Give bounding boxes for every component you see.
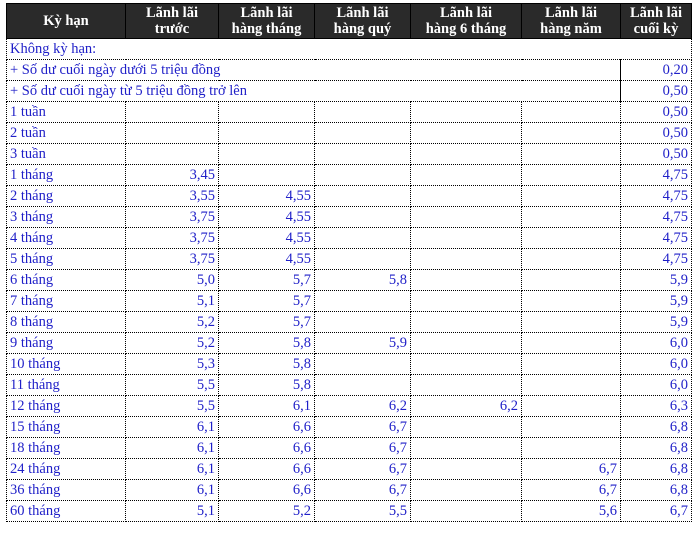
rate-cell-prepaid — [126, 123, 219, 144]
table-row — [7, 375, 692, 396]
rate-cell-semiannual — [411, 459, 522, 480]
term-cell: 10 tháng — [7, 354, 126, 375]
rate-cell-prepaid: 3,75 — [126, 207, 219, 228]
rate-cell-quarterly: 6,7 — [315, 459, 411, 480]
table-row — [7, 270, 692, 291]
table-row — [7, 501, 692, 522]
rate-cell-quarterly — [315, 144, 411, 165]
rate-cell-monthly: 6,6 — [219, 417, 315, 438]
rate-cell-annual — [522, 123, 621, 144]
rate-cell-quarterly — [315, 186, 411, 207]
term-cell: 6 tháng — [7, 270, 126, 291]
rate-cell-semiannual: 6,2 — [411, 396, 522, 417]
rate-cell-monthly — [219, 165, 315, 186]
demand-label: + Số dư cuối ngày dưới 5 triệu đồng — [7, 60, 621, 81]
rate-cell-annual: 6,7 — [522, 459, 621, 480]
rate-cell-monthly: 6,6 — [219, 459, 315, 480]
rate-cell-prepaid: 3,75 — [126, 249, 219, 270]
term-cell: 24 tháng — [7, 459, 126, 480]
rate-cell-quarterly: 6,2 — [315, 396, 411, 417]
rate-cell-prepaid: 5,2 — [126, 333, 219, 354]
rate-cell-semiannual — [411, 333, 522, 354]
demand-rate: 0,50 — [621, 81, 692, 102]
rate-cell-prepaid: 5,5 — [126, 396, 219, 417]
rate-cell-annual — [522, 291, 621, 312]
rate-cell-end-of-term: 6,8 — [621, 459, 692, 480]
rate-cell-end-of-term: 4,75 — [621, 186, 692, 207]
rate-cell-semiannual — [411, 249, 522, 270]
rate-cell-prepaid: 5,0 — [126, 270, 219, 291]
header-annual: Lãnh lãi hàng năm — [522, 4, 621, 39]
demand-rate: 0,20 — [621, 60, 692, 81]
rate-cell-annual — [522, 396, 621, 417]
rate-cell-monthly: 4,55 — [219, 249, 315, 270]
rate-cell-quarterly — [315, 102, 411, 123]
table-row — [7, 165, 692, 186]
rate-cell-monthly: 5,7 — [219, 270, 315, 291]
rate-cell-annual — [522, 144, 621, 165]
header-row — [7, 4, 692, 39]
rate-cell-annual — [522, 186, 621, 207]
rate-cell-quarterly — [315, 375, 411, 396]
table-row — [7, 438, 692, 459]
rate-cell-quarterly — [315, 291, 411, 312]
rate-cell-end-of-term: 6,8 — [621, 438, 692, 459]
term-cell: 60 tháng — [7, 501, 126, 522]
term-cell: 1 tuần — [7, 102, 126, 123]
rate-cell-prepaid: 5,2 — [126, 312, 219, 333]
rate-cell-end-of-term: 4,75 — [621, 207, 692, 228]
rate-cell-end-of-term: 5,9 — [621, 291, 692, 312]
term-cell: 1 tháng — [7, 165, 126, 186]
rate-cell-annual — [522, 417, 621, 438]
table-row — [7, 459, 692, 480]
rate-cell-monthly: 6,1 — [219, 396, 315, 417]
rate-cell-monthly: 6,6 — [219, 480, 315, 501]
rate-cell-end-of-term: 0,50 — [621, 144, 692, 165]
table-row — [7, 291, 692, 312]
rate-cell-prepaid — [126, 144, 219, 165]
term-cell: 36 tháng — [7, 480, 126, 501]
rate-cell-quarterly: 6,7 — [315, 480, 411, 501]
rate-cell-end-of-term: 6,0 — [621, 354, 692, 375]
rate-cell-end-of-term: 4,75 — [621, 165, 692, 186]
rate-cell-monthly: 4,55 — [219, 228, 315, 249]
rate-cell-monthly: 5,2 — [219, 501, 315, 522]
term-cell: 11 tháng — [7, 375, 126, 396]
rate-cell-semiannual — [411, 375, 522, 396]
rate-cell-monthly — [219, 102, 315, 123]
table-row — [7, 228, 692, 249]
rate-cell-quarterly — [315, 228, 411, 249]
rate-cell-semiannual — [411, 165, 522, 186]
rate-cell-end-of-term: 6,7 — [621, 501, 692, 522]
term-cell: 3 tháng — [7, 207, 126, 228]
term-cell: 4 tháng — [7, 228, 126, 249]
rate-cell-monthly — [219, 123, 315, 144]
rate-cell-end-of-term: 4,75 — [621, 228, 692, 249]
demand-label: + Số dư cuối ngày từ 5 triệu đồng trở lên — [7, 81, 621, 102]
rate-cell-end-of-term: 5,9 — [621, 270, 692, 291]
demand-row — [7, 81, 692, 102]
header-end-of-term: Lãnh lãi cuối kỳ — [621, 4, 692, 39]
table-row — [7, 123, 692, 144]
rate-cell-prepaid: 5,1 — [126, 501, 219, 522]
rate-cell-prepaid: 5,1 — [126, 291, 219, 312]
rate-cell-prepaid: 3,75 — [126, 228, 219, 249]
rate-cell-prepaid: 6,1 — [126, 438, 219, 459]
section-row — [7, 39, 692, 60]
rate-cell-semiannual — [411, 354, 522, 375]
demand-row — [7, 60, 692, 81]
header-monthly: Lãnh lãi hàng tháng — [219, 4, 315, 39]
header-term: Kỳ hạn — [7, 4, 126, 39]
table-row — [7, 417, 692, 438]
rate-cell-annual — [522, 270, 621, 291]
rate-cell-annual — [522, 249, 621, 270]
section-label: Không kỳ hạn: — [7, 39, 692, 60]
rate-cell-quarterly: 5,8 — [315, 270, 411, 291]
table-row — [7, 312, 692, 333]
table-row — [7, 102, 692, 123]
rate-cell-semiannual — [411, 144, 522, 165]
rate-cell-quarterly — [315, 165, 411, 186]
term-cell: 2 tuần — [7, 123, 126, 144]
rate-cell-quarterly: 5,9 — [315, 333, 411, 354]
term-cell: 8 tháng — [7, 312, 126, 333]
table-row — [7, 207, 692, 228]
rate-cell-semiannual — [411, 102, 522, 123]
rate-cell-monthly: 4,55 — [219, 207, 315, 228]
term-cell: 9 tháng — [7, 333, 126, 354]
rate-cell-annual — [522, 375, 621, 396]
table-row — [7, 144, 692, 165]
table-row — [7, 480, 692, 501]
rate-cell-end-of-term: 6,8 — [621, 480, 692, 501]
rate-cell-annual — [522, 165, 621, 186]
header-prepaid: Lãnh lãi trước — [126, 4, 219, 39]
term-cell: 2 tháng — [7, 186, 126, 207]
rate-cell-end-of-term: 6,0 — [621, 375, 692, 396]
rate-cell-annual — [522, 312, 621, 333]
rate-cell-quarterly — [315, 354, 411, 375]
rate-cell-monthly: 6,6 — [219, 438, 315, 459]
term-cell: 15 tháng — [7, 417, 126, 438]
rate-cell-quarterly: 5,5 — [315, 501, 411, 522]
rate-cell-prepaid: 3,45 — [126, 165, 219, 186]
rate-cell-quarterly — [315, 207, 411, 228]
rate-cell-semiannual — [411, 270, 522, 291]
rate-cell-monthly: 5,7 — [219, 291, 315, 312]
term-cell: 12 tháng — [7, 396, 126, 417]
rate-cell-monthly: 5,8 — [219, 333, 315, 354]
rate-cell-semiannual — [411, 417, 522, 438]
rate-cell-quarterly — [315, 249, 411, 270]
rate-cell-end-of-term: 6,0 — [621, 333, 692, 354]
rate-cell-semiannual — [411, 501, 522, 522]
rate-cell-annual — [522, 207, 621, 228]
rate-cell-end-of-term: 6,3 — [621, 396, 692, 417]
table-row — [7, 333, 692, 354]
term-cell: 3 tuần — [7, 144, 126, 165]
rate-cell-quarterly: 6,7 — [315, 417, 411, 438]
rate-cell-semiannual — [411, 228, 522, 249]
rate-cell-prepaid — [126, 102, 219, 123]
rate-cell-end-of-term: 0,50 — [621, 102, 692, 123]
rate-cell-quarterly — [315, 123, 411, 144]
rate-cell-end-of-term: 0,50 — [621, 123, 692, 144]
rate-cell-annual: 5,6 — [522, 501, 621, 522]
rate-cell-prepaid: 6,1 — [126, 459, 219, 480]
table-row — [7, 354, 692, 375]
rate-cell-prepaid: 3,55 — [126, 186, 219, 207]
rate-cell-monthly — [219, 144, 315, 165]
rate-cell-quarterly: 6,7 — [315, 438, 411, 459]
term-cell: 5 tháng — [7, 249, 126, 270]
header-quarterly: Lãnh lãi hàng quý — [315, 4, 411, 39]
rate-cell-semiannual — [411, 312, 522, 333]
rate-cell-annual — [522, 438, 621, 459]
rate-cell-prepaid: 5,3 — [126, 354, 219, 375]
rate-cell-semiannual — [411, 186, 522, 207]
rate-cell-semiannual — [411, 438, 522, 459]
rate-cell-prepaid: 5,5 — [126, 375, 219, 396]
rate-cell-annual: 6,7 — [522, 480, 621, 501]
rate-cell-monthly: 5,8 — [219, 354, 315, 375]
rate-cell-semiannual — [411, 123, 522, 144]
rate-cell-annual — [522, 354, 621, 375]
interest-rate-table — [6, 3, 692, 522]
rate-cell-end-of-term: 4,75 — [621, 249, 692, 270]
rate-cell-monthly: 5,7 — [219, 312, 315, 333]
rate-cell-annual — [522, 333, 621, 354]
table-row — [7, 249, 692, 270]
header-semiannual: Lãnh lãi hàng 6 tháng — [411, 4, 522, 39]
rate-cell-semiannual — [411, 207, 522, 228]
rate-cell-semiannual — [411, 291, 522, 312]
rate-cell-annual — [522, 228, 621, 249]
rate-cell-end-of-term: 5,9 — [621, 312, 692, 333]
rate-cell-annual — [522, 102, 621, 123]
rate-cell-end-of-term: 6,8 — [621, 417, 692, 438]
rate-cell-monthly: 5,8 — [219, 375, 315, 396]
rate-cell-prepaid: 6,1 — [126, 480, 219, 501]
term-cell: 7 tháng — [7, 291, 126, 312]
rate-cell-quarterly — [315, 312, 411, 333]
rate-cell-semiannual — [411, 480, 522, 501]
table-row — [7, 186, 692, 207]
table-row — [7, 396, 692, 417]
rate-cell-prepaid: 6,1 — [126, 417, 219, 438]
term-cell: 18 tháng — [7, 438, 126, 459]
rate-cell-monthly: 4,55 — [219, 186, 315, 207]
